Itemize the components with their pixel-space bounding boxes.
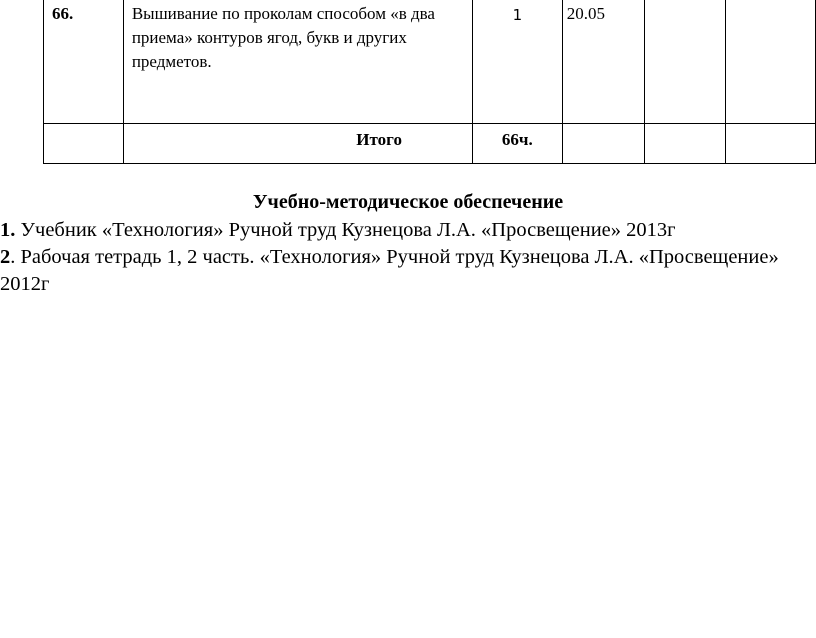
list-item [0, 217, 816, 244]
empty-cell [726, 123, 816, 163]
total-value-cell [472, 123, 562, 163]
lesson-hours: 1 [512, 6, 523, 24]
lesson-description: Вышивание по проколам способом «в два приема» контуров ягод, букв и других предметов. [131, 4, 435, 71]
list-item [0, 244, 816, 298]
literature-list [0, 217, 816, 298]
empty-cell [726, 0, 816, 123]
total-label: Итого [356, 129, 402, 149]
lesson-plan-table [43, 0, 816, 164]
list-item-number: 1. [0, 219, 16, 241]
lesson-date-cell [562, 0, 644, 123]
list-item-text: . Рабочая тетрадь 1, 2 часть. «Технология» Ручной труд Кузнецова Л.А. «Просвещение» 2012г [0, 246, 779, 295]
lesson-number: 66. [52, 4, 74, 23]
section-title: Учебно-методическое обеспечение [252, 191, 564, 213]
lesson-hours-cell [472, 0, 562, 123]
total-row [44, 123, 816, 163]
list-item-text: Учебник «Технология» Ручной труд Кузнецова Л.А. «Просвещение» 2013г [15, 219, 676, 241]
empty-cell [644, 0, 726, 123]
empty-cell [562, 123, 644, 163]
lesson-number-cell [44, 0, 124, 123]
total-value: 66ч. [501, 129, 533, 149]
list-item-number: 2 [0, 246, 11, 268]
table-row [44, 0, 816, 123]
total-label-cell [123, 123, 472, 163]
lesson-date: 20.05 [566, 4, 605, 23]
lesson-description-cell [123, 0, 472, 123]
empty-cell [644, 123, 726, 163]
empty-cell [44, 123, 124, 163]
